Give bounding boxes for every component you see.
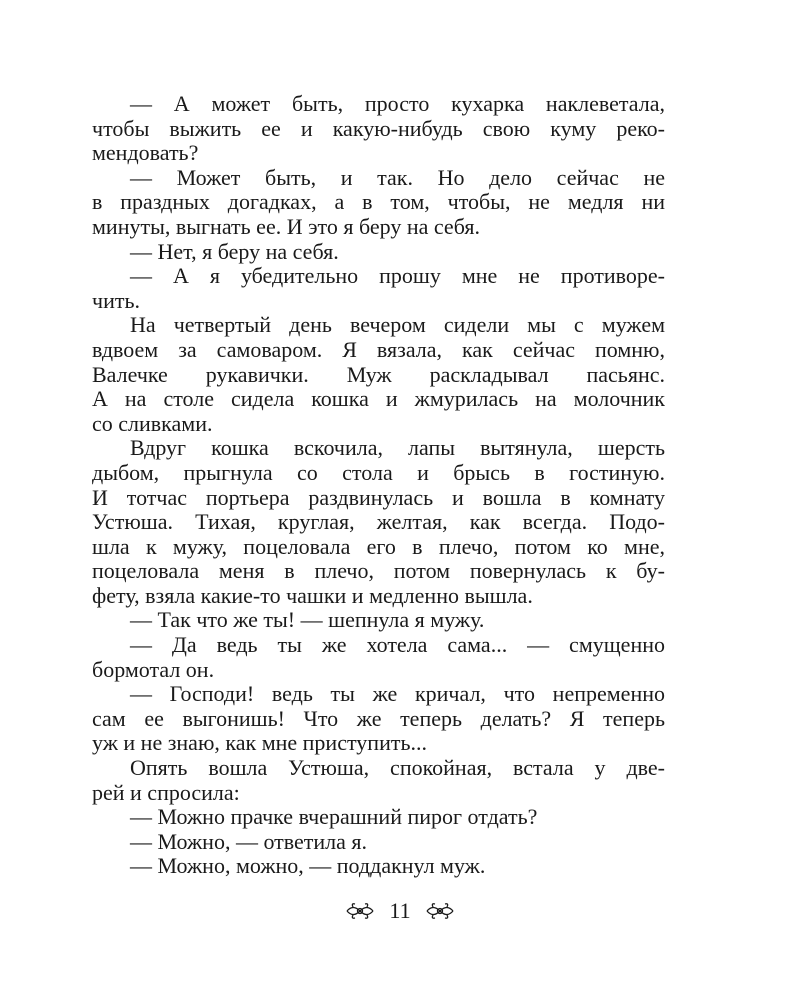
text-line: вдвоем за самоваром. Я вязала, как сейчас помню, [92, 336, 665, 362]
text-line: — А я убедительно прошу мне не противоре- [130, 263, 665, 289]
text-line: мендовать? [92, 140, 199, 166]
text-line: — Нет, я беру на себя. [130, 238, 339, 264]
text-line: — Да ведь ты же хотела сама... — смущенно [130, 632, 665, 658]
text-line: — Можно, можно, — поддакнул муж. [130, 853, 486, 879]
text-line: Валечке рукавички. Муж раскладывал пасьянс. [92, 361, 665, 387]
text-line: — Господи! ведь ты же кричал, что непременно [130, 681, 665, 707]
body-text [92, 92, 665, 879]
text-line: в праздных догадках, а в том, чтобы, не медля ни [92, 189, 665, 215]
text-line: рей и спросила: [92, 779, 240, 805]
text-line: Вдруг кошка вскочила, лапы вытянула, шерсть [130, 435, 665, 461]
text-line: — Так что же ты! — шепнула я мужу. [130, 607, 485, 633]
page-number: 11 [389, 898, 411, 923]
text-line: Устюша. Тихая, круглая, желтая, как всегда. Подо- [92, 509, 665, 535]
page-footer [0, 898, 800, 924]
text-line: На четвертый день вечером сидели мы с мужем [130, 312, 665, 338]
text-line: дыбом, прыгнула со стола и брысь в гостиную. [92, 459, 665, 485]
left-floral-ornament-icon [345, 901, 375, 921]
text-line: — Можно прачке вчерашний пирог отдать? [130, 804, 538, 830]
text-line: поцеловала меня в плечо, потом повернулась к бу- [92, 558, 665, 584]
text-line: чить. [92, 287, 140, 313]
text-line: Опять вошла Устюша, спокойная, встала у две- [130, 755, 665, 781]
text-line: А на столе сидела кошка и жмурилась на молочник [92, 386, 665, 412]
text-line: — А может быть, просто кухарка наклеветала, [130, 91, 665, 116]
text-line: сам ее выгонишь! Что же теперь делать? Я теперь [92, 705, 665, 731]
text-line: чтобы выжить ее и какую-нибудь свою куму реко- [92, 115, 665, 141]
text-line: шла к мужу, поцеловала его в плечо, потом ко мне, [92, 533, 665, 559]
text-line: фету, взяла какие-то чашки и медленно вышла. [92, 582, 533, 608]
text-line: со сливками. [92, 410, 213, 436]
text-line: уж и не знаю, как мне приступить... [92, 730, 427, 756]
right-floral-ornament-icon [425, 901, 455, 921]
text-line: бормотал он. [92, 656, 215, 682]
text-line: минуты, выгнать ее. И это я беру на себя. [92, 213, 480, 239]
text-line: — Может быть, и так. Но дело сейчас не [130, 164, 665, 190]
text-line: И тотчас портьера раздвинулась и вошла в комнату [92, 484, 665, 510]
text-line: — Можно, — ответила я. [130, 828, 368, 854]
